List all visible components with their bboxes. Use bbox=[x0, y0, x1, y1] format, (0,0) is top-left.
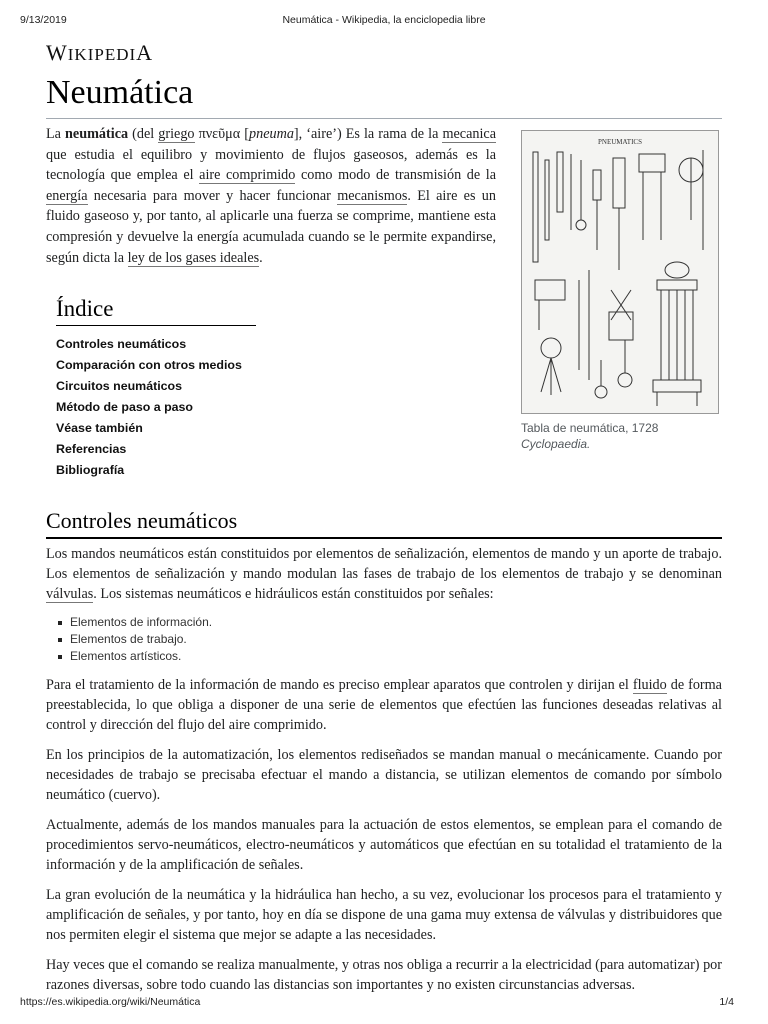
figure-source-link[interactable]: Cyclopaedia. bbox=[521, 437, 591, 451]
section-heading: Controles neumáticos bbox=[46, 508, 238, 533]
section-body bbox=[46, 544, 722, 1005]
transliteration: pneuma bbox=[249, 126, 294, 142]
paragraph-1: Los mandos neumáticos están constituidos por elementos de señalización, elementos de mando y un aporte de trabajo. Los elementos de señalización y mando modulan las fases de trabajo de los elementos de trabajo y se denominan válvulas. Los sistemas neumáticos e hidráulicos están constituidos por señales: bbox=[46, 546, 722, 602]
toc-item-comparacion[interactable]: Comparación con otros medios bbox=[56, 358, 242, 372]
figure-caption: Tabla de neumática, 1728 Cyclopaedia. bbox=[521, 421, 659, 451]
link-griego[interactable]: griego bbox=[158, 126, 195, 142]
title-rule bbox=[46, 118, 722, 119]
greek-word: πνεῦμα bbox=[198, 126, 241, 142]
paragraph-2: Para el tratamiento de la información de mando es preciso emplear aparatos que controlen y dirijan el fluido de forma preestablecida, lo que obliga a disponer de una serie de elementos que efectúen las funciones deseadas relativas al control y dirección del flujo del aire comprimido. bbox=[46, 677, 722, 733]
plate-title: PNEUMATICS bbox=[598, 138, 642, 146]
toc-item-bibliografia[interactable]: Bibliografía bbox=[56, 463, 125, 477]
article-title: Neumática bbox=[46, 74, 194, 111]
toc-item-referencias[interactable]: Referencias bbox=[56, 442, 127, 456]
wordmark-middle: IKIPEDI bbox=[67, 45, 137, 64]
wordmark-first: W bbox=[46, 40, 68, 65]
toc-item-metodo[interactable]: Método de paso a paso bbox=[56, 400, 194, 414]
lead-paragraph: La neumática (del griego πνεῦμα [pneuma], ‘aire’) Es la rama de la mecanica que estudia el equilibro y movimiento de flujos gaseosos, además es la tecnología que emplea el aire comprimido como modo de transmisión de la energía necesaria para mover y hacer funcionar mecanismos. El aire es un fluido gaseoso y, por tanto, al aplicarle una fuerza se comprime, mantiene esta compresión y devuelve la energía acumulada cuando se le permite expandirse, según dicta la ley de los gases ideales. bbox=[46, 126, 497, 266]
link-energia[interactable]: energía bbox=[46, 187, 88, 204]
paragraph-3: En los principios de la automatización, los elementos rediseñados se mandan manual o mecánicamente. Cuando por necesidades de trabajo se precisaba efectuar el mando a distancia, se utilizan elementos de comando por símbolo neumático (cuervo). bbox=[46, 747, 722, 803]
wordmark-last: A bbox=[136, 40, 154, 65]
infobox-figure bbox=[521, 130, 719, 452]
link-valvulas[interactable]: válvulas bbox=[46, 586, 94, 602]
print-url: https://es.wikipedia.org/wiki/Neumática bbox=[20, 996, 201, 1008]
link-fluido[interactable]: fluido bbox=[632, 677, 667, 693]
print-date: 9/13/2019 bbox=[20, 14, 67, 26]
lead-bold-term: neumática bbox=[65, 126, 129, 142]
pneumatics-plate-image[interactable] bbox=[521, 130, 719, 414]
list-item: Elementos artísticos. bbox=[70, 648, 722, 665]
signal-list bbox=[46, 614, 722, 665]
link-mecanismos[interactable]: mecanismos bbox=[337, 187, 408, 204]
paragraph-5: La gran evolución de la neumática y la hidráulica han hecho, a su vez, evolucionar los procesos para el tratamiento y amplificación de señales, y por tanto, hoy en día se dispone de una gama muy extensa de válvulas y distribuidores que nos permiten elegir el sistema que mejor se adapte a las necesidades. bbox=[46, 887, 722, 943]
table-of-contents bbox=[56, 296, 256, 481]
section-rule bbox=[46, 537, 722, 539]
toc-item-controles[interactable]: Controles neumáticos bbox=[56, 337, 187, 351]
toc-heading: Índice bbox=[56, 296, 256, 326]
toc-item-circuitos[interactable]: Circuitos neumáticos bbox=[56, 379, 182, 393]
toc-item-vease[interactable]: Véase también bbox=[56, 421, 143, 435]
list-item: Elementos de información. bbox=[70, 614, 722, 631]
paragraph-6: Hay veces que el comando se realiza manualmente, y otras nos obliga a recurrir a la electricidad (para automatizar) por razones diversas, sobre todo cuando las distancias son importantes y no existen circunstancias adversas. bbox=[46, 957, 722, 993]
print-page-number: 1/4 bbox=[719, 996, 734, 1008]
wikipedia-wordmark[interactable] bbox=[46, 40, 153, 66]
link-ley-gases-ideales[interactable]: ley de los gases ideales bbox=[127, 249, 260, 266]
list-item: Elementos de trabajo. bbox=[70, 631, 722, 648]
link-aire-comprimido[interactable]: aire comprimido bbox=[199, 167, 296, 184]
paragraph-4: Actualmente, además de los mandos manuales para la actuación de estos elementos, se emplean para el comando de procedimientos servo-neumáticos, electro-neumáticos y automáticos que efectúan en su totalidad el tratamiento de la información y de la amplificación de señales. bbox=[46, 817, 722, 873]
print-page-title: Neumática - Wikipedia, la enciclopedia libre bbox=[282, 14, 486, 26]
link-mecanica[interactable]: mecanica bbox=[442, 126, 497, 142]
